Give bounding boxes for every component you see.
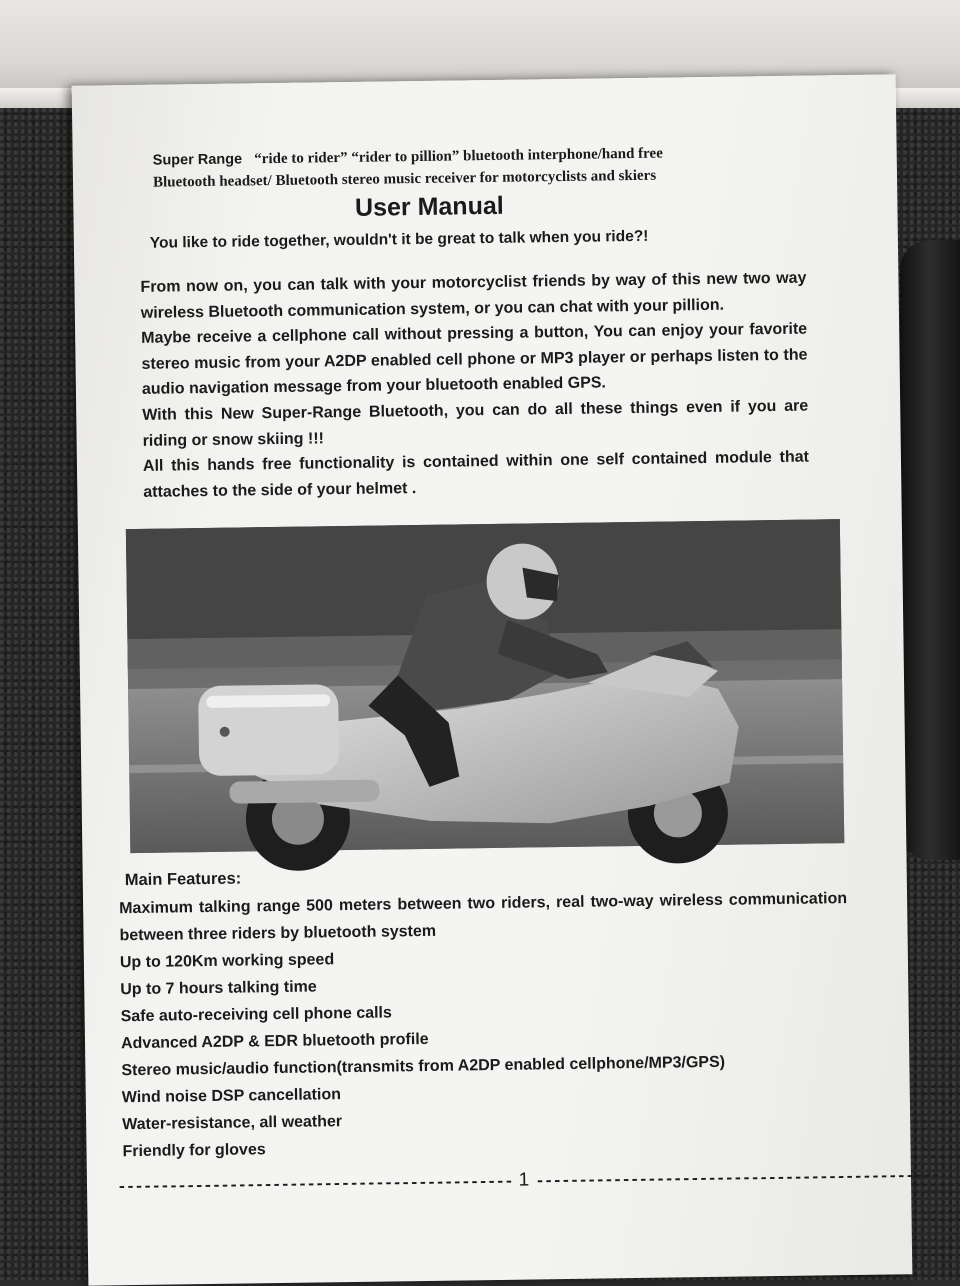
list-item: Wind noise DSP cancellation — [121, 1086, 342, 1107]
page-number: 1 — [518, 1169, 530, 1191]
motorcycle-photo — [126, 519, 844, 853]
intro-paragraph: All this hands free functionality is contained within one self contained module that attaches to the side of your helmet . — [142, 448, 810, 501]
list-item: Maximum talking range 500 meters between two riders, real two-way wireless communication between three riders by bluetooth system — [119, 890, 848, 945]
list-item: Stereo music/audio function(transmits from A2DP enabled cellphone/MP3/GPS) — [121, 1053, 726, 1080]
header-line-1 — [153, 146, 663, 170]
page-title: User Manual — [354, 191, 504, 222]
list-item: Up to 7 hours talking time — [120, 978, 317, 999]
tagline: You like to ride together, wouldn't it be great to talk when you ride?! — [149, 227, 649, 252]
motorcycle-photo-icon — [126, 519, 844, 853]
header-brand: Super Range — [152, 151, 243, 169]
list-item: Safe auto-receiving cell phone calls — [120, 1004, 392, 1026]
intro-paragraph: Maybe receive a cellphone call without pressing a button, You can enjoy your favorite stereo music from your A2DP enabled cell phone or MP3 player or perhaps listen to the audio navigation message from your bluetooth enabled GPS. — [141, 320, 808, 399]
features-title: Main Features: — [124, 869, 242, 890]
page-footer — [116, 1165, 940, 1197]
list-item: Up to 120Km working speed — [119, 951, 335, 972]
list-item: Friendly for gloves — [122, 1141, 266, 1161]
intro-text — [140, 266, 809, 506]
list-item: Advanced A2DP & EDR bluetooth profile — [120, 1030, 429, 1053]
intro-paragraph: With this New Super-Range Bluetooth, you can do all these things even if you are riding or snow skiing !!! — [142, 397, 809, 450]
header-line-2-text: Bluetooth headset/ Bluetooth stereo music receiver for motorcyclists and skiers — [152, 167, 657, 191]
list-item: Water-resistance, all weather — [122, 1113, 343, 1134]
footer-dashes-left: ---------------------------------------------- — [116, 1172, 513, 1197]
header-line-1-rest: “ride to rider” “rider to pillion” bluetooth interphone/hand free — [254, 145, 663, 168]
features-list — [119, 885, 851, 1165]
manual-page — [72, 74, 940, 1285]
helmet-strap — [900, 240, 960, 860]
intro-paragraph: From now on, you can talk with your motorcyclist friends by way of this new two way wireless Bluetooth communication system, or you can chat with your pillion. — [140, 269, 807, 322]
footer-dashes-right: ----------------------------------------------- — [535, 1166, 940, 1191]
header-line-2 — [153, 168, 656, 192]
